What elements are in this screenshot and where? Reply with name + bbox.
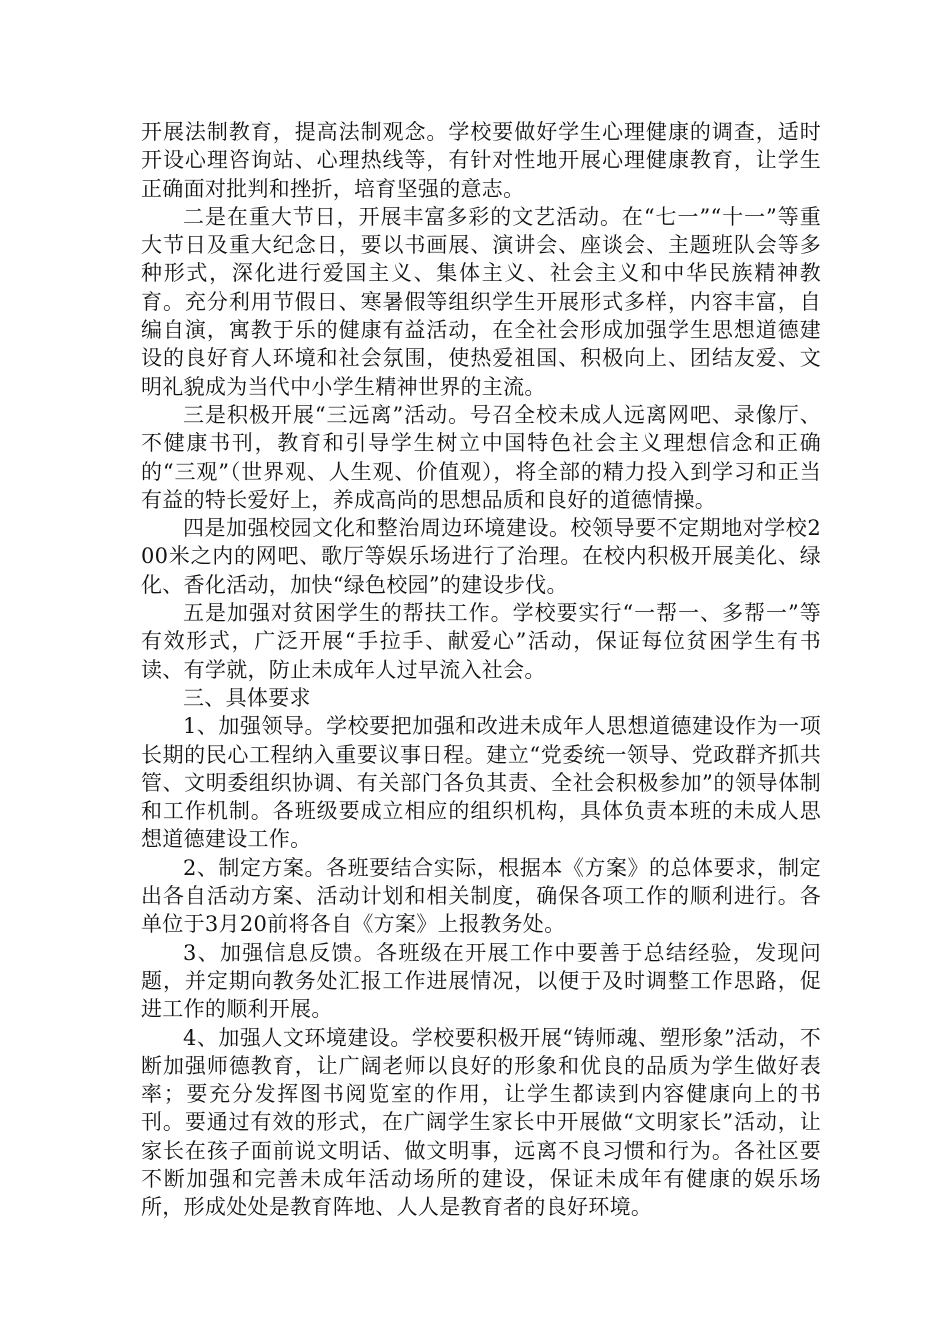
requirement-feedback: 3、加强信息反馈。各班级在开展工作中要善于总结经验，发现问题，并定期向教务处汇报工作进展情况，以便于及时调整工作思路，促进工作的顺利开展。 — [141, 940, 821, 1022]
paragraph-festival-activities: 二是在重大节日，开展丰富多彩的文艺活动。在“七一”“十一”等重大节日及重大纪念日，要以书画展、演讲会、座谈会、主题班队会等多种形式，深化进行爱国主义、集体主义、社会主义和中华民族精神教育。充分利用节假日、寒暑假等组织学生开展形式多样，内容丰富，自编自演，寓教于乐的健康有益活动，在全社会形成加强学生思想道德建设的良好育人环境和社会氛围，使热爱祖国、积极向上、团结友爱、文明礼貌成为当代中小学生精神世界的主流。 — [141, 204, 821, 399]
requirement-leadership: 1、加强领导。学校要把加强和改进未成年人思想道德建设作为一项长期的民心工程纳入重要议事日程。建立“党委统一领导、党政群齐抓共管、文明委组织协调、有关部门各负其责、全社会积极参加”的领导体制和工作机制。各班级要成立相应的组织机构，具体负责本班的未成人思想道德建设工作。 — [141, 714, 821, 852]
paragraph-campus-culture: 四是加强校园文化和整治周边环境建设。校领导要不定期地对学校200米之内的网吧、歌厅等娱乐场进行了治理。在校内积极开展美化、绿化、香化活动，加快“绿色校园”的建设步伐。 — [141, 516, 821, 597]
section-heading: 三、具体要求 — [183, 685, 311, 710]
paragraph-three-away: 三是积极开展“三远离”活动。号召全校未成人远离网吧、录像厅、不健康书刊，教育和引导学生树立中国特色社会主义理想信念和正确的“三观”（世界观、人生观、价值观），将全部的精力投入到学习和正当有益的特长爱好上，养成高尚的思想品质和良好的道德情操。 — [141, 402, 821, 512]
requirement-environment: 4、加强人文环境建设。学校要积极开展“铸师魂、塑形象”活动，不断加强师德教育，让广阔老师以良好的形象和优良的品质为学生做好表率；要充分发挥图书阅览室的作用，让学生都读到内容健康向上的书刊。要通过有效的形式，在广阔学生家长中开展做“文明家长”活动，让家长在孩子面前说文明话、做文明事，远离不良习惯和行为。各社区要不断加强和完善未成年活动场所的建设，保证未成年有健康的娱乐场所，形成处处是教育阵地、人人是教育者的良好环境。 — [141, 1025, 821, 1220]
paragraph-poor-students: 五是加强对贫困学生的帮扶工作。学校要实行“一帮一、多帮一”等有效形式，广泛开展“手拉手、献爱心”活动，保证每位贫困学生有书读、有学就，防止未成年人过早流入社会。 — [141, 601, 821, 682]
paragraph-legal-education: 开展法制教育，提高法制观念。学校要做好学生心理健康的调查，适时开设心理咨询站、心理热线等，有针对性地开展心理健康教育，让学生正确面对批判和挫折，培育坚强的意志。 — [141, 120, 821, 201]
document-body — [141, 118, 821, 1222]
requirement-plan: 2、制定方案。各班要结合实际，根据本《方案》的总体要求，制定出各自活动方案、活动计划和相关制度，确保各项工作的顺利进行。各单位于3月20前将各自《方案》上报教务处。 — [141, 855, 821, 937]
